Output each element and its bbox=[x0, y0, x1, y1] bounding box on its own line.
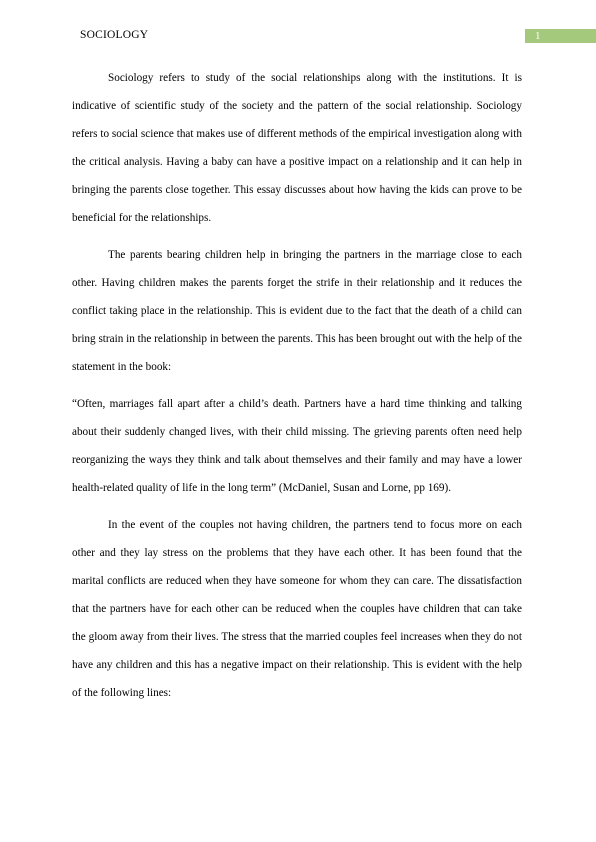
page-number: 1 bbox=[535, 30, 541, 42]
paragraph-children-bring-close: The parents bearing children help in bringing the partners in the marriage close to each other. Having children makes the parents forget the strife in their relationship and it reduces the conflict taking place in the relationship. This is evident due to the fact that the death of a child can bring strain in the relationship in between the parents. This has been brought out with the help of the statement in the book: bbox=[72, 249, 522, 373]
page-number-badge bbox=[525, 29, 596, 43]
paragraph-couples-without-children: In the event of the couples not having children, the partners tend to focus more on each other and they lay stress on the problems that they have each other. It has been found that the marital conflicts are reduced when they have someone for whom they can care. The dissatisfaction that the partners have for each other can be reduced when the couples have children that can take the gloom away from their lives. The stress that the married couples feel increases when they do not have any children and this has a negative impact on their relationship. This is evident with the help of the following lines: bbox=[72, 519, 522, 699]
running-header: SOCIOLOGY bbox=[80, 29, 149, 41]
paragraph-intro: Sociology refers to study of the social relationships along with the institutions. It is indicative of scientific study of the society and the pattern of the social relationship. Sociology refers to social science that makes use of different methods of the empirical investigation along with the critical analysis. Having a baby can have a positive impact on a relationship and it can help in bringing the parents close together. This essay discusses about how having the kids can prove to be beneficial for the relationships. bbox=[72, 72, 522, 224]
block-quote: “Often, marriages fall apart after a child’s death. Partners have a hard time thinking and talking about their suddenly changed lives, with their child missing. The grieving parents often need help reorganizing the ways they think and talk about themselves and their family and may have a lower health-related quality of life in the long term” (McDaniel, Susan and Lorne, pp 169). bbox=[72, 398, 522, 494]
document-body bbox=[72, 64, 522, 716]
